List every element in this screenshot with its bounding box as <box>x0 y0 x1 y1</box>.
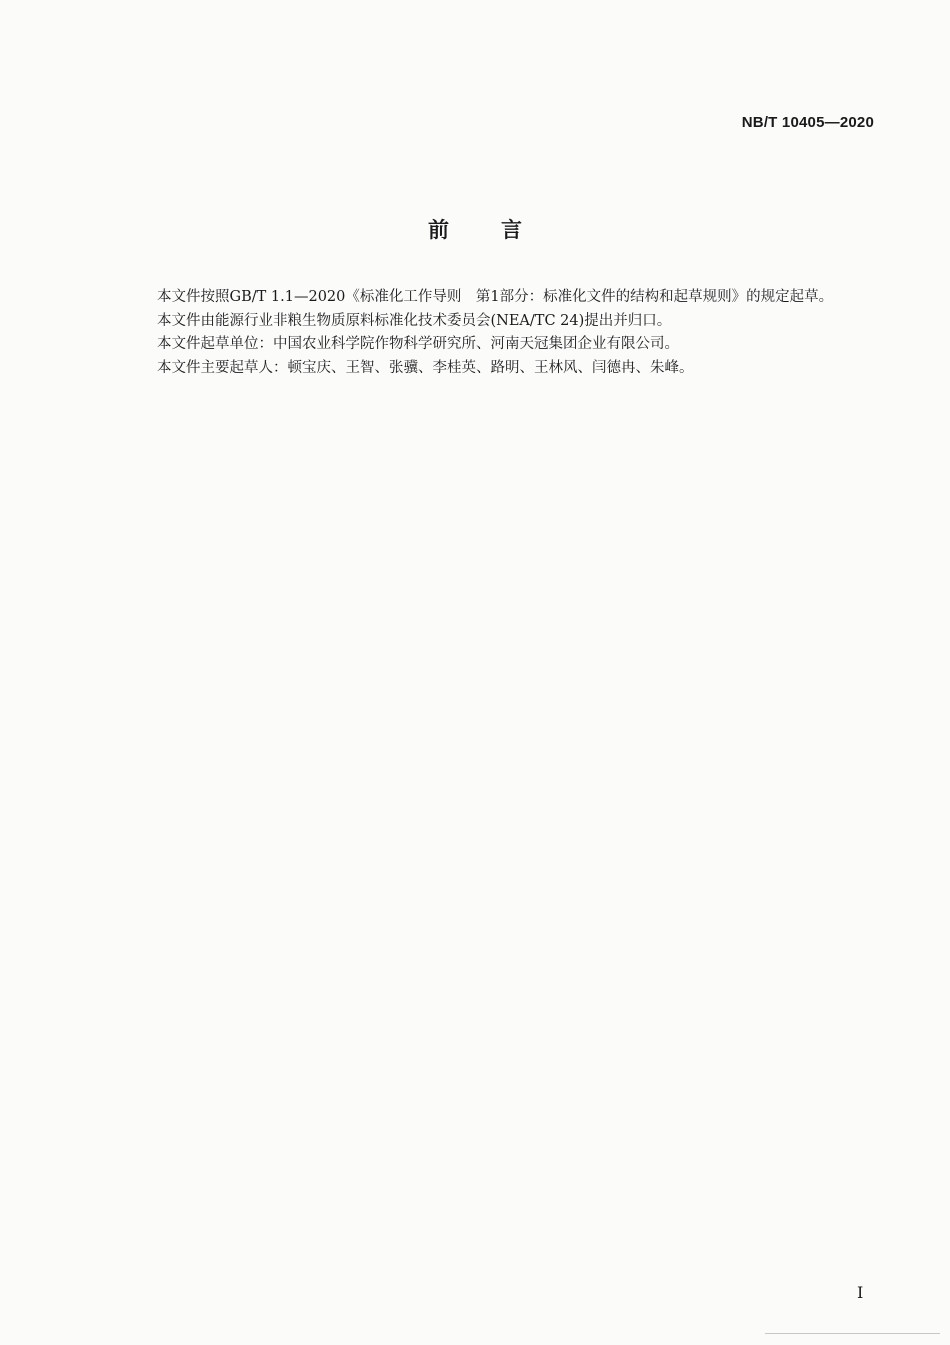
foreword-paragraph-drafting-units: 本文件起草单位：中国农业科学院作物科学研究所、河南天冠集团企业有限公司。 <box>157 336 679 352</box>
standard-number: NB/T 10405—2020 <box>741 114 874 131</box>
foreword-body <box>110 286 876 380</box>
foreword-paragraph-committee: 本文件由能源行业非粮生物质原料标准化技术委员会(NEA/TC 24)提出并归口。 <box>157 312 672 329</box>
page-number: I <box>857 1283 864 1302</box>
foreword-paragraph-drafters: 本文件主要起草人：顿宝庆、王智、张骥、李桂英、路明、王林风、闫德冉、朱峰。 <box>157 359 694 376</box>
page-title: 前言 <box>428 218 574 242</box>
footer-divider <box>765 1333 940 1334</box>
foreword-paragraph-drafting-rules: 本文件按照GB/T 1.1—2020《标准化工作导则 第1部分：标准化文件的结构和起草规则》的规定起草。 <box>157 289 834 305</box>
